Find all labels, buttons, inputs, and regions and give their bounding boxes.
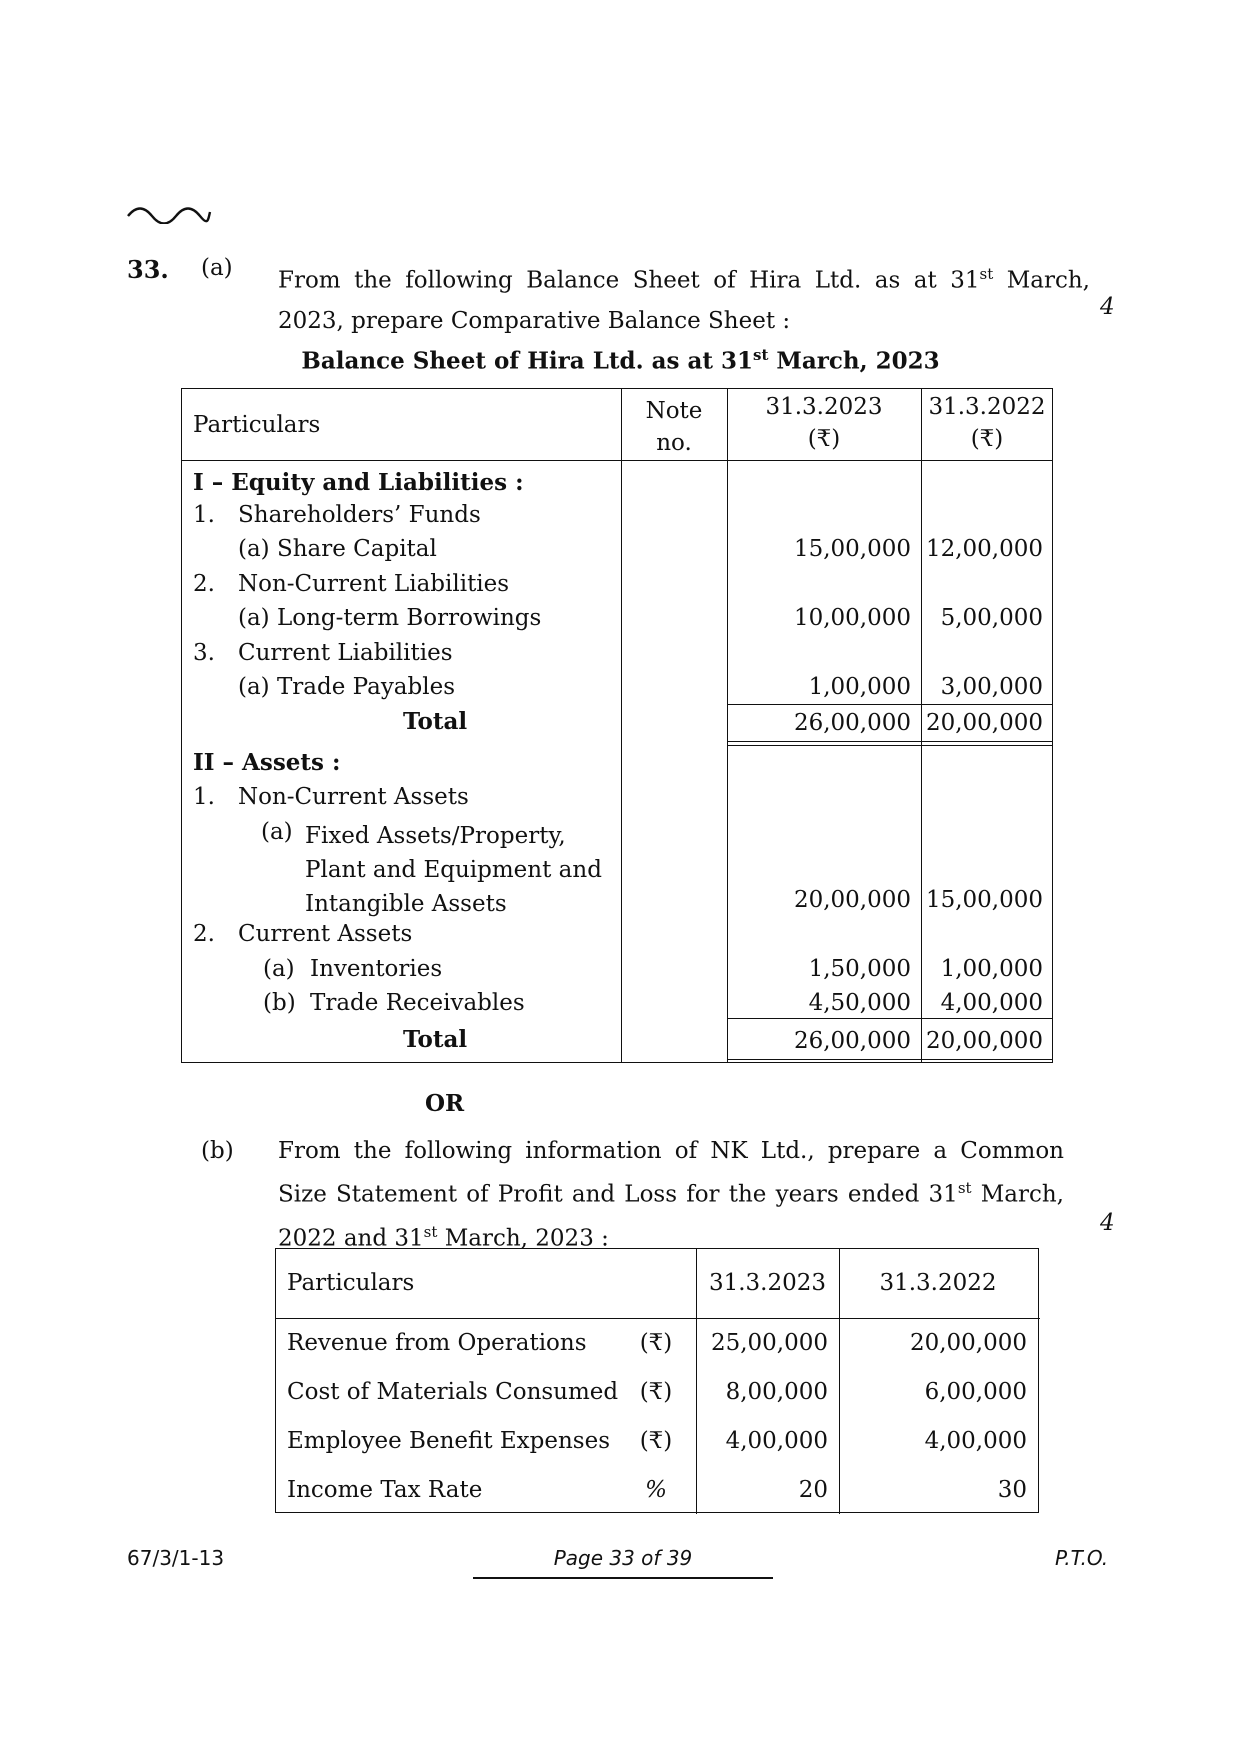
as-total-label: Total: [403, 1026, 468, 1053]
eq-total-v2: 20,00,000: [925, 710, 1043, 736]
as-item-a-v2: 15,00,000: [925, 887, 1043, 913]
part-a-instruction: From the following Balance Sheet of Hira Ltd. as at 31st March, 2023, prepare Comparative Balance Sheet :: [278, 265, 1090, 334]
as-item-b-v2: 1,00,000: [940, 956, 1043, 982]
header-col-2023: 31.3.2023 (₹): [765, 394, 883, 452]
part-b-instruction: From the following information of NK Ltd., prepare a Common Size Statement of Profit and Loss for the years ended 31st March, 2022 and 31st March, 2023 :: [278, 1138, 1064, 1252]
as-item-c-v1: 4,50,000: [808, 990, 911, 1016]
part-b-label: (b): [201, 1138, 234, 1164]
equity-heading: I – Equity and Liabilities :: [193, 469, 524, 496]
pl-row-v2: 6,00,000: [924, 1379, 1027, 1405]
part-a-marks: 4: [1100, 294, 1115, 320]
header-particulars: Particulars: [193, 412, 321, 438]
eq-item-1-v2: 12,00,000: [925, 536, 1043, 562]
squiggle-mark: [126, 204, 212, 224]
pl-row-v1: 8,00,000: [725, 1379, 828, 1405]
eq-num-2: 2.: [193, 571, 215, 597]
pl-row-unit: (₹): [639, 1428, 673, 1454]
as-item-trade-receivables: Trade Receivables: [310, 990, 525, 1016]
as-item-c-v2: 4,00,000: [940, 990, 1043, 1016]
pl-row-label: Revenue from Operations: [287, 1330, 587, 1356]
as-head-2: Current Assets: [238, 921, 413, 947]
page-number-underline: [473, 1577, 773, 1579]
eq-item-2-v1: 10,00,000: [793, 605, 911, 631]
pl-row-unit: (₹): [639, 1330, 673, 1356]
eq-item-1-v1: 15,00,000: [793, 536, 911, 562]
pl-row-v1: 25,00,000: [710, 1330, 828, 1356]
as-num-1: 1.: [193, 784, 215, 810]
eq-head-1: Shareholders’ Funds: [238, 502, 481, 528]
balance-sheet-title: Balance Sheet of Hira Ltd. as at 31st March, 2023: [301, 346, 940, 375]
pl-row-label: Income Tax Rate: [287, 1477, 483, 1503]
paper-code: 67/3/1-13: [127, 1546, 225, 1570]
pl-row-v1: 20: [798, 1477, 828, 1503]
as-head-1: Non-Current Assets: [238, 784, 469, 810]
eq-item-trade-payables: (a) Trade Payables: [238, 674, 456, 700]
as-item-fixed-assets: Fixed Assets/Property, Plant and Equipment and Intangible Assets: [305, 823, 602, 917]
pl-header-col-2023: 31.3.2023: [708, 1270, 827, 1296]
pl-header-col-2022: 31.3.2022: [879, 1270, 997, 1296]
eq-total-v1: 26,00,000: [793, 710, 911, 736]
question-number: 33.: [127, 255, 169, 284]
pl-row-unit: (₹): [639, 1379, 673, 1405]
pl-row-label: Cost of Materials Consumed: [287, 1379, 619, 1405]
or-separator: OR: [425, 1090, 465, 1117]
as-item-b-label: (a): [263, 956, 295, 982]
eq-item-borrowings: (a) Long-term Borrowings: [238, 605, 542, 631]
pl-row-v1: 4,00,000: [725, 1428, 828, 1454]
eq-head-2: Non-Current Liabilities: [238, 571, 510, 597]
eq-item-2-v2: 5,00,000: [940, 605, 1043, 631]
part-a-label: (a): [201, 255, 233, 281]
as-item-b-v1: 1,50,000: [808, 956, 911, 982]
pl-row-v2: 20,00,000: [909, 1330, 1027, 1356]
eq-item-3-v1: 1,00,000: [808, 674, 911, 700]
as-item-c-label: (b): [263, 990, 296, 1016]
as-num-2: 2.: [193, 921, 215, 947]
eq-num-1: 1.: [193, 502, 215, 528]
as-item-a-label: (a): [261, 819, 293, 845]
header-note: Note no.: [645, 398, 703, 456]
eq-item-share-capital: (a) Share Capital: [238, 536, 437, 562]
pl-table: [275, 1248, 1040, 1514]
page-number: Page 33 of 39: [553, 1546, 693, 1570]
pto-label: P.T.O.: [1055, 1546, 1109, 1570]
header-col-2022: 31.3.2022 (₹): [928, 394, 1046, 452]
as-item-a-v1: 20,00,000: [793, 887, 911, 913]
as-total-v1: 26,00,000: [793, 1028, 911, 1054]
pl-row-v2: 4,00,000: [924, 1428, 1027, 1454]
pl-row-v2: 30: [997, 1477, 1027, 1503]
as-item-inventories: Inventories: [310, 956, 443, 982]
eq-head-3: Current Liabilities: [238, 640, 453, 666]
eq-num-3: 3.: [193, 640, 215, 666]
pl-row-label: Employee Benefit Expenses: [287, 1428, 611, 1454]
part-b-marks: 4: [1100, 1210, 1115, 1236]
assets-heading: II – Assets :: [193, 749, 341, 776]
eq-item-3-v2: 3,00,000: [940, 674, 1043, 700]
pl-row-unit: %: [645, 1477, 667, 1503]
balance-sheet-table: [181, 388, 1053, 1063]
pl-header-particulars: Particulars: [287, 1270, 415, 1296]
as-total-v2: 20,00,000: [925, 1028, 1043, 1054]
eq-total-label: Total: [403, 708, 468, 735]
